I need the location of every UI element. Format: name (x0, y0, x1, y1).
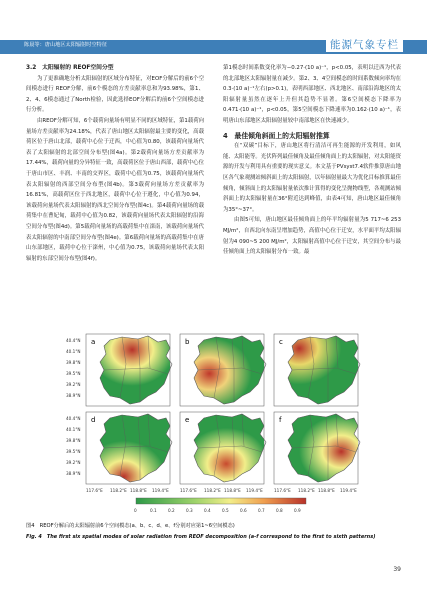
lon-tick: 119.4°E (340, 488, 357, 493)
lon-tick: 118.2°E (298, 488, 315, 493)
lat-tick: 39.5°N (66, 371, 81, 376)
lon-tick: 117.6°E (274, 488, 291, 493)
longitude-axis (86, 488, 357, 493)
lat-tick: 40.4°N (66, 338, 81, 343)
figure-4-maps (66, 332, 366, 520)
left-column (26, 63, 204, 264)
lon-tick: 118.8°E (224, 488, 241, 493)
lon-tick: 119.4°E (246, 488, 263, 493)
figure-caption-en: Fig. 4 The first six spatial modes of solar radiation from REOF decomposition (a-f correspond to the first to sixth patterns) (26, 534, 376, 540)
colorbar-tick: 0.2 (168, 508, 175, 513)
map-panel-e (180, 412, 266, 484)
map-panel-a (86, 334, 172, 406)
colorbar-tick: 0.7 (258, 508, 265, 513)
lat-tick: 38.9°N (66, 393, 81, 398)
colorbar-tick: 0.5 (222, 508, 229, 513)
lat-tick: 40.4°N (66, 416, 81, 421)
colorbar-tick: 0.8 (276, 508, 283, 513)
lon-tick: 117.6°E (86, 488, 103, 493)
map-panel-b (180, 334, 266, 406)
page-header (0, 0, 427, 56)
lat-tick: 39.8°N (66, 360, 81, 365)
lon-tick: 119.4°E (152, 488, 169, 493)
lon-tick: 118.2°E (204, 488, 221, 493)
paragraph: 由图5可知，唐山地区最佳倾角面上的年平均辐射量为5 717~6 253 MJ/m²，自西北向东南呈增加趋势，高值中心位于迁安，水平面平均太阳辐射为4 090~5 200 MJ/m²，太阳辐射高值中心位于迁安，其空间分布与最佳倾角面上的太阳辐射分布一致。最 (223, 217, 401, 256)
journal-section-title: 能源气象专栏 (326, 37, 403, 52)
lon-tick: 118.2°E (110, 488, 127, 493)
colorbar (134, 498, 306, 513)
colorbar-tick: 0.3 (186, 508, 193, 513)
colorbar-tick: 0.1 (150, 508, 157, 513)
lat-tick: 40.1°N (66, 427, 81, 432)
lon-tick: 118.8°E (130, 488, 147, 493)
lon-tick: 117.6°E (180, 488, 197, 493)
panel-label: f (279, 416, 282, 424)
map-panel-f (274, 412, 360, 484)
map-panel-c (274, 334, 360, 406)
lat-tick: 39.5°N (66, 449, 81, 454)
panel-label: e (185, 416, 190, 424)
colorbar-tick: 0 (134, 508, 137, 513)
panel-label: a (91, 338, 96, 346)
lat-tick: 38.9°N (66, 471, 81, 476)
panel-label: c (279, 338, 283, 346)
section-heading-4: 4 最佳倾角斜面上的太阳辐射推算 (223, 131, 330, 140)
paragraph: 由REOF分解可知，6个载荷向量场有明显不同的区域特征，第1载荷向量场方差贡献率为24.18%，代表了唐山地区太阳辐射最主要的变化，高载荷区位于唐山北部，载荷中心位于迁西，中心值为0.80，该载荷向量场代表了太阳辐射的北部空间分布型(图4a)。第2载荷向量场方差贡献率为17.44%，载荷向量的分异特征一致，高载荷区位于唐山西部，载荷中心位于唐山市区、丰润、丰南的交界区，载荷中心值为0.75，该载荷向量场代表太阳辐射的西部空间分布型(图4b)。第3载荷向量场方差贡献率为16.81%，高载荷区位于西北地区，载荷中心位于遵化，中心值为0.94，该载荷向量场代表太阳辐射的西北空间分布型(图4c)。第4载荷向量场的载荷集中在曹妃甸，载荷中心值为0.82，该载荷向量场代表太阳辐射的沿海空间分布型(图4d)。第5载荷向量场的高载荷集中在滦南，该载荷向量场代表太阳辐射的中南部空间分布型(图4e)。第6载荷向量场的高载荷集中在唐山东部地区，载荷中心位于滦州，中心值为0.75，该载荷向量场代表太阳辐射的东部空间分布型(图4f)。 (26, 117, 204, 262)
colorbar-tick: 0.4 (204, 508, 211, 513)
lat-tick: 40.1°N (66, 349, 81, 354)
map-panel-d (86, 412, 172, 484)
panel-label: d (91, 416, 96, 424)
colorbar-tick: 0.9 (294, 508, 301, 513)
lat-tick: 39.8°N (66, 438, 81, 443)
lat-tick: 39.2°N (66, 460, 81, 465)
paragraph: 第1模态时间系数变化率为−0.27·(10 a)⁻¹，p<0.05，表明以迁西为代表的北部地区太阳辐射量在减少。第2、3、4空间模态的时间系数倾向率均在0.3·(10 a)⁻¹左右(p>0.1)，表明西部地区、西北地区、南部沿海地区的太阳辐射量虽然在逐年上升但其趋势不显著。第6空间模态下降率为0.471·(10 a)⁻¹，p<0.05，第5空间模态下降速率为0.162·(10 a)⁻¹，表明唐山东部地区太阳辐射量较中南部地区在快速减少。 (223, 65, 401, 124)
right-column (223, 63, 401, 258)
section-heading-3-2: 3.2 太阳辐射的 REOF空间分型 (26, 65, 114, 71)
latitude-axis-bottom (66, 416, 81, 476)
lat-tick: 39.2°N (66, 382, 81, 387)
colorbar-tick: 0.6 (240, 508, 247, 513)
panel-label: b (185, 338, 190, 346)
running-head: 陈晨等：唐山地区太阳辐射时空特征 (24, 42, 108, 48)
lon-tick: 118.8°E (318, 488, 335, 493)
page-number: 39 (393, 566, 401, 573)
paragraph: 为了更准确地分析太阳辐射的区域分布特征，对EOF分解后的前6个空间模态进行 REOF分解，前6个模态的方差贡献率总和为93.98%，第1、2、4、6模态通过了North检验，因此选择EOF分解后的前6个空间模态进行分析。 (26, 75, 204, 114)
latitude-axis-top (66, 338, 81, 398)
figure-caption-cn: 图4 REOF分解后的太阳辐射前6个空间模态(a、b、c、d、e、f分别对应第1~6空间模态) (26, 523, 235, 529)
paragraph: 在“双碳”目标下，唐山地区将行清洁可再生能源的开发利用，如风能、太阳能等。光伏阵列最佳倾角及最佳倾角面上的太阳辐射，对太阳能资源的开发与利用具有重要的现实意义。本文基于PVsyst7.4软件推算唐山地区各气象观测站倾斜面上的太阳辐射，以年辐射量最大为优化目标推算最佳倾角，倾斜面上的太阳辐射量依次推计算得的变化呈抛物线型，各观测站倾斜面上的太阳辐射量在36°附近达到峰值，由表4可知，唐山地区最佳倾角为35°~37°。 (223, 143, 401, 213)
